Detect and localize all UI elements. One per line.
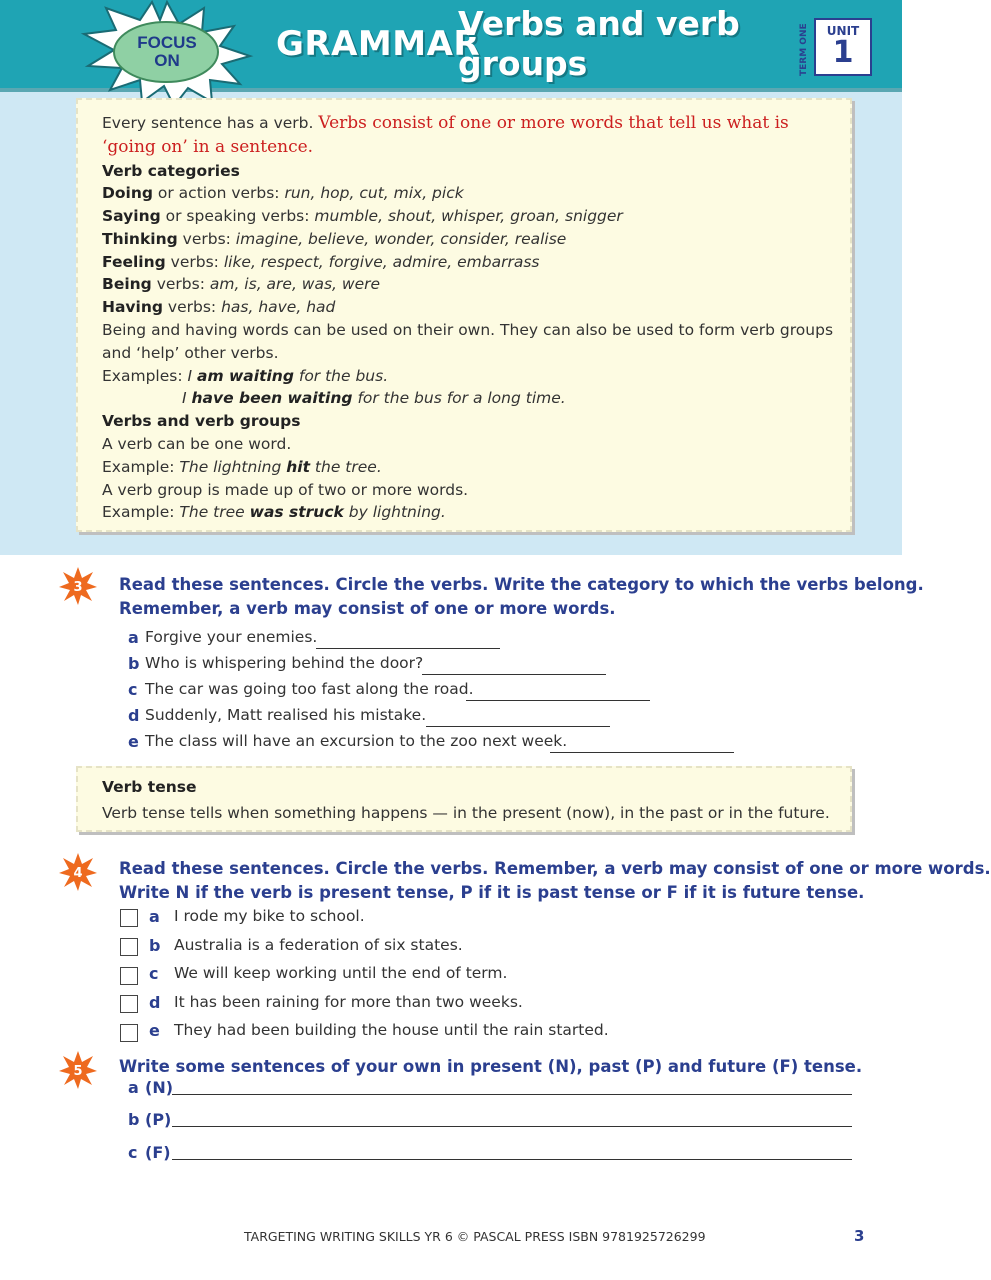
q3-letter-b: b	[128, 654, 140, 673]
question-3-star-icon	[58, 566, 98, 606]
tense-heading: Verb tense	[102, 778, 197, 796]
q4-letter-e: e	[149, 1021, 160, 1040]
q3-letter-d: d	[128, 706, 140, 725]
title-line1: Verbs and verb	[458, 4, 740, 43]
page-title	[458, 4, 788, 84]
page-number: 3	[854, 1227, 865, 1245]
q3-instruction1: Read these sentences. Circle the verbs. Write the category to which the verbs belong.	[119, 575, 924, 594]
q3-answer-line-a[interactable]	[316, 648, 500, 649]
being-line: Being verbs: am, is, are, was, were	[102, 275, 381, 293]
q5-letter-a: a	[128, 1078, 139, 1097]
categories-heading: Verb categories	[102, 162, 240, 180]
q4-answer-box-c[interactable]	[120, 967, 138, 985]
q4-sentence-a: I rode my bike to school.	[174, 907, 365, 925]
q3-letter-e: e	[128, 732, 139, 751]
groups-line3: A verb group is made up of two or more words.	[102, 481, 469, 499]
svg-text:5: 5	[73, 1064, 83, 1079]
feeling-line: Feeling verbs: like, respect, forgive, admire, embarrass	[102, 253, 540, 271]
unit-box	[814, 18, 872, 76]
q4-sentence-b: Australia is a federation of six states.	[174, 936, 463, 954]
q4-letter-a: a	[149, 907, 160, 926]
q4-answer-box-d[interactable]	[120, 995, 138, 1013]
title-line2: groups	[458, 44, 588, 83]
groups-example1: Example: The lightning hit the tree.	[102, 458, 382, 476]
question-5-star-icon	[58, 1050, 98, 1090]
q5-tag-a: (N)	[145, 1078, 174, 1097]
q3-answer-line-e[interactable]	[550, 752, 734, 753]
q3-sentence-e: The class will have an excursion to the zoo next week.	[145, 732, 568, 750]
groups-heading: Verbs and verb groups	[102, 412, 301, 430]
q4-answer-box-a[interactable]	[120, 909, 138, 927]
q5-answer-line-b[interactable]	[172, 1126, 852, 1127]
q3-instruction2: Remember, a verb may consist of one or more words.	[119, 599, 616, 618]
tense-text: Verb tense tells when something happens — in the present (now), in the past or in the future.	[102, 804, 830, 822]
q5-answer-line-a[interactable]	[172, 1094, 852, 1095]
intro-line2: ‘going on’ in a sentence.	[102, 137, 314, 157]
example2: I have been waiting for the bus for a long time.	[182, 389, 566, 407]
section-label: GRAMMAR	[276, 24, 481, 64]
q5-tag-b: (P)	[145, 1110, 172, 1129]
q3-sentence-c: The car was going too fast along the road.	[145, 680, 474, 698]
focus-on-badge	[74, 0, 260, 108]
doing-line: Doing or action verbs: run, hop, cut, mix, pick	[102, 184, 464, 202]
svg-text:3: 3	[73, 580, 83, 595]
question-4-star-icon	[58, 852, 98, 892]
intro-line1: Every sentence has a verb. Verbs consist of one or more words that tell us what is	[102, 113, 789, 133]
q4-letter-c: c	[149, 964, 159, 983]
having-line: Having verbs: has, have, had	[102, 298, 336, 316]
groups-line1: A verb can be one word.	[102, 435, 292, 453]
q3-answer-line-b[interactable]	[422, 674, 606, 675]
badge-line1: FOCUS	[137, 33, 197, 52]
saying-line: Saying or speaking verbs: mumble, shout, whisper, groan, snigger	[102, 207, 623, 225]
q4-answer-box-e[interactable]	[120, 1024, 138, 1042]
badge-line2: ON	[154, 51, 180, 70]
q3-letter-a: a	[128, 628, 139, 647]
footer-credit: TARGETING WRITING SKILLS YR 6 © PASCAL PRESS ISBN 9781925726299	[244, 1229, 706, 1244]
svg-text:4: 4	[73, 866, 83, 881]
q4-instruction2: Write N if the verb is present tense, P if it is past tense or F if it is future tense.	[119, 883, 865, 902]
para-line2: and ‘help’ other verbs.	[102, 344, 279, 362]
q5-letter-b: b	[128, 1110, 140, 1129]
para-line1: Being and having words can be used on their own. They can also be used to form verb groups	[102, 321, 834, 339]
q3-answer-line-c[interactable]	[466, 700, 650, 701]
q4-instruction1: Read these sentences. Circle the verbs. Remember, a verb may consist of one or more words.	[119, 859, 991, 878]
q4-letter-d: d	[149, 993, 161, 1012]
unit-number: 1	[832, 35, 854, 70]
thinking-line: Thinking verbs: imagine, believe, wonder, consider, realise	[102, 230, 567, 248]
q3-sentence-a: Forgive your enemies.	[145, 628, 318, 646]
q3-sentence-d: Suddenly, Matt realised his mistake.	[145, 706, 427, 724]
q3-letter-c: c	[128, 680, 138, 699]
q3-answer-line-d[interactable]	[426, 726, 610, 727]
q4-sentence-e: They had been building the house until the rain started.	[174, 1021, 609, 1039]
q3-sentence-b: Who is whispering behind the door?	[145, 654, 424, 672]
q5-answer-line-c[interactable]	[172, 1159, 852, 1160]
q5-tag-c: (F)	[145, 1143, 171, 1162]
svg-text:TERM ONE: TERM ONE	[799, 23, 809, 76]
unit-label: UNIT	[826, 24, 860, 38]
q4-sentence-c: We will keep working until the end of term.	[174, 964, 508, 982]
groups-example2: Example: The tree was struck by lightning.	[102, 503, 446, 521]
term-label	[788, 18, 816, 80]
example1: Examples: I am waiting for the bus.	[102, 367, 389, 385]
q5-instruction: Write some sentences of your own in present (N), past (P) and future (F) tense.	[119, 1057, 863, 1076]
q4-sentence-d: It has been raining for more than two weeks.	[174, 993, 523, 1011]
q4-letter-b: b	[149, 936, 161, 955]
q4-answer-box-b[interactable]	[120, 938, 138, 956]
q5-letter-c: c	[128, 1143, 138, 1162]
